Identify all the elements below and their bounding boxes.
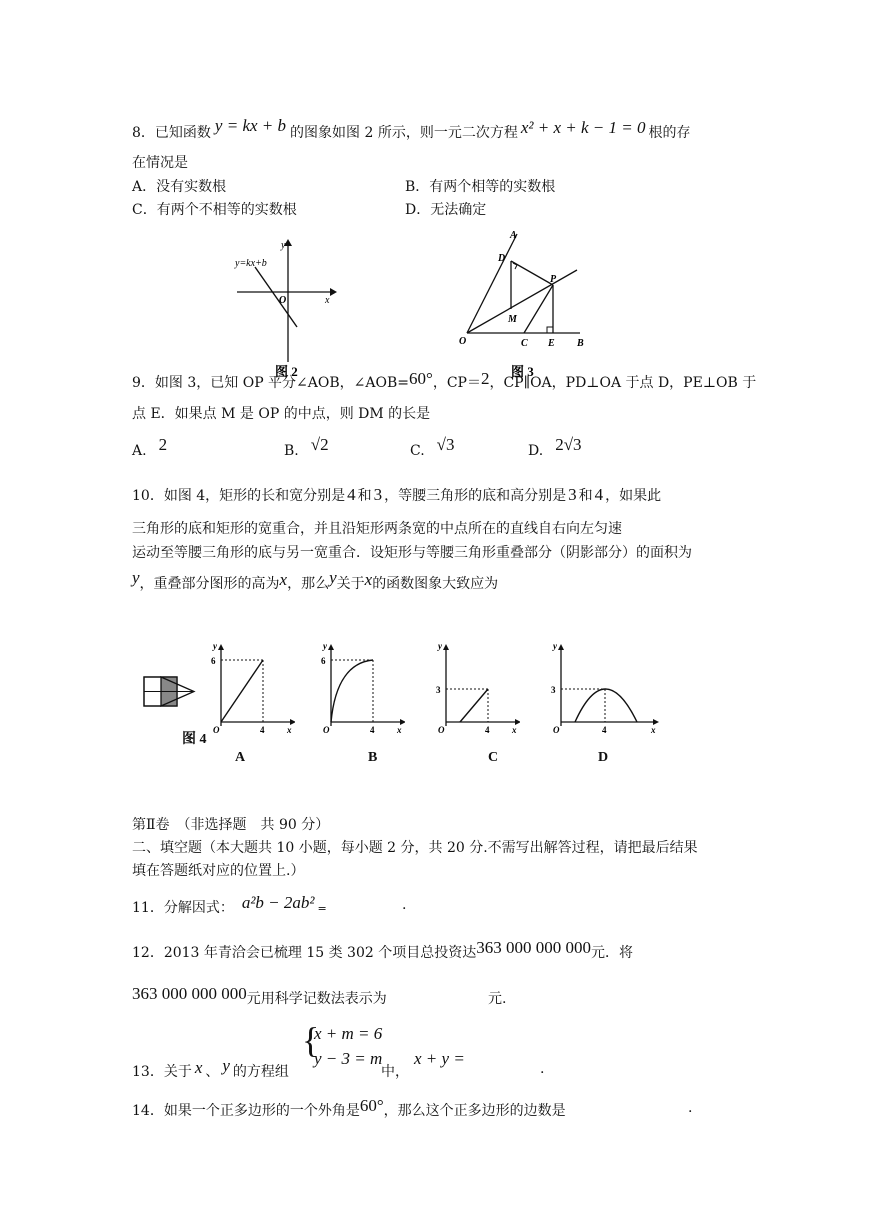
q14-text-a: 14．如果一个正多边形的一个外角是	[132, 1103, 360, 1119]
q9-option-d	[528, 435, 582, 460]
q9-cp-value: 2	[480, 369, 490, 388]
q10-number-4b: 4	[594, 485, 604, 504]
q13-text-line	[132, 1056, 289, 1081]
q10-number-3: 3	[373, 485, 383, 504]
q10-var-x2: x	[364, 570, 373, 589]
q10-text-4c: 关于	[336, 576, 365, 592]
fig2-origin-label: O	[279, 295, 287, 306]
fig3-label-c: C	[521, 338, 528, 349]
fig4-a-xtick: 4	[260, 725, 265, 735]
fig2-y-label: y	[281, 240, 286, 251]
fig4-c-label: C	[488, 750, 499, 765]
fig4-graph-b	[315, 640, 405, 735]
q11-expression: a²b − 2ab²	[241, 893, 315, 912]
q10-var-x1: x	[279, 570, 288, 589]
fig2-caption: 图 2	[275, 364, 298, 379]
figure-2	[225, 232, 345, 382]
fig4-b-xtick: 4	[370, 725, 375, 735]
q10-line1	[132, 485, 661, 505]
q12-text-b: 元．将	[590, 945, 633, 961]
q14-end: .	[688, 1100, 693, 1116]
fig4-graph-a	[205, 640, 295, 735]
q13-var-x: x	[194, 1058, 203, 1077]
q9-text-a: 9．如图 3，已知 OP 平分∠AOB，∠AOB=	[132, 375, 410, 391]
fig3-label-m: M	[508, 314, 517, 325]
fig4-d-label: D	[598, 750, 609, 765]
fig4-a-y-label: y	[213, 641, 217, 651]
fig4-c-y-label: y	[438, 641, 442, 651]
q14-line	[132, 1096, 566, 1120]
q13-expression: x + y =	[414, 1049, 465, 1068]
q10-text-c: ，等腰三角形的底和高分别是	[384, 488, 567, 504]
fig4-a-label: A	[235, 750, 246, 765]
q10-text-d: 和	[578, 488, 593, 504]
figure-3	[455, 226, 590, 380]
q10-var-y2: y	[329, 568, 337, 587]
q13-text-b: 的方程组	[232, 1064, 289, 1080]
q9-option-a-value: 2	[158, 435, 168, 454]
fig4-graph-d	[545, 640, 663, 735]
fig3-label-a: A	[510, 230, 517, 241]
q12-line2	[132, 984, 387, 1008]
q9-option-b	[284, 435, 329, 460]
fig4-graph-c	[430, 640, 520, 735]
fig3-label-b: B	[577, 338, 584, 349]
fig4-a-x-label: x	[287, 725, 292, 735]
q9-option-c-label: C.	[410, 443, 425, 459]
q8-text-a: 8．已知函数	[132, 125, 211, 141]
fig4-a-ytick: 6	[211, 656, 216, 666]
q12-text-c: 元用科学记数法表示为	[246, 991, 387, 1007]
fig3-label-d: D	[498, 253, 506, 264]
fig2-line-label: y=kx+b	[235, 258, 267, 269]
fig4-d-xtick: 4	[602, 725, 607, 735]
q9-option-b-value: √2	[310, 435, 329, 454]
fig4-b-origin: O	[323, 725, 330, 735]
fig4-caption: 图 4	[182, 732, 207, 747]
section2-instructions-1: 二、填空题（本大题共 10 小题，每小题 2 分，共 20 分.不需写出解答过程，请把最后结果	[132, 840, 698, 856]
q13-system-eq1: x + m = 6	[314, 1024, 383, 1043]
q12-amount-2: 363 000 000 000	[132, 984, 247, 1003]
fig4-b-ytick: 6	[321, 656, 326, 666]
q8-option-a: A．没有实数根	[132, 179, 227, 195]
fig4-a-origin: O	[213, 725, 220, 735]
q9-option-c-value: √3	[436, 435, 455, 454]
fig3-label-p: P	[550, 274, 557, 285]
q9-text-c: ，CP∥OA，PD⊥OA 于点 D，PE⊥OB 于	[489, 375, 757, 391]
q13-brace: {	[302, 1020, 320, 1060]
fig4-d-x-label: x	[651, 725, 656, 735]
q12-text-a: 12．2013 年青洽会已梳理 15 类 302 个项目总投资达	[132, 945, 477, 961]
section2-instructions-2: 填在答题纸对应的位置上.）	[132, 863, 305, 879]
fig4-d-ytick: 3	[551, 685, 556, 695]
q11-end: .	[402, 897, 407, 913]
q12-line1	[132, 938, 633, 962]
q11-line	[132, 893, 327, 917]
q9-line2: 点 E．如果点 M 是 OP 的中点，则 DM 的长是	[132, 406, 431, 422]
q8-option-b: B．有两个相等的实数根	[405, 179, 556, 195]
q9-option-d-label: D.	[528, 443, 544, 459]
q8-text-c: 根的存	[648, 125, 691, 141]
fig4-b-y-label: y	[323, 641, 327, 651]
q10-line2: 三角形的底和矩形的宽重合，并且沿矩形两条宽的中点所在的直线自右向左匀速	[132, 521, 622, 537]
q10-line3: 运动至等腰三角形的底与另一宽重合．设矩形与等腰三角形重叠部分（阴影部分）的面积为	[132, 545, 692, 561]
q9-option-a	[132, 435, 168, 460]
q8-option-d: D．无法确定	[405, 202, 487, 218]
q10-line4	[132, 568, 499, 593]
q10-text-4a: ，重叠部分图形的高为	[139, 576, 280, 592]
fig4-b-x-label: x	[397, 725, 402, 735]
q9-text-b: ，CP＝	[432, 375, 481, 391]
fig4-c-ytick: 3	[436, 685, 441, 695]
q13-end: .	[540, 1061, 545, 1077]
q13-system-eq2: y − 3 = m	[314, 1049, 383, 1068]
q10-text-b: 和	[357, 488, 372, 504]
q14-text-b: ，那么这个正多边形的边数是	[383, 1103, 566, 1119]
fig4-d-y-label: y	[553, 641, 557, 651]
q9-option-b-label: B.	[284, 443, 299, 459]
q9-angle: 60°	[409, 369, 433, 388]
q12-amount: 363 000 000 000	[476, 938, 591, 957]
q8-line1	[132, 116, 691, 142]
fig3-label-e: E	[548, 338, 555, 349]
q8-equation: x² + x + k − 1 = 0	[520, 118, 646, 137]
q10-number-4: 4	[347, 485, 356, 504]
fig4-c-xtick: 4	[485, 725, 490, 735]
q13-text-a: 13．关于	[132, 1064, 192, 1080]
fig4-d-origin: O	[553, 725, 560, 735]
q13-var-y: y	[222, 1056, 230, 1075]
q9-option-d-value: 2√3	[555, 435, 582, 454]
q8-option-c: C．有两个不相等的实数根	[132, 202, 297, 218]
figure-4-shapes	[140, 672, 200, 712]
q13-text-c: 中，	[381, 1064, 409, 1080]
q10-text-4b: ，那么	[287, 576, 330, 592]
q9-option-c	[410, 435, 455, 460]
q10-number-3b: 3	[568, 485, 577, 504]
q13-separator: 、	[205, 1064, 220, 1080]
fig2-x-label: x	[325, 295, 330, 306]
q8-function: y = kx + b	[214, 116, 287, 135]
q10-text-e: ，如果此	[605, 488, 662, 504]
fig4-c-origin: O	[438, 725, 445, 735]
q14-angle: 60°	[359, 1096, 384, 1115]
q10-text-4d: 的函数图象大致应为	[372, 576, 499, 592]
q11-equals: =	[317, 902, 327, 915]
fig4-b-label: B	[368, 750, 378, 765]
fig3-label-o: O	[459, 336, 467, 347]
q12-unit: 元.	[488, 991, 507, 1007]
q9-option-a-label: A.	[132, 443, 147, 459]
q11-text: 11．分解因式：	[132, 900, 234, 916]
q10-text-a: 10．如图 4，矩形的长和宽分别是	[132, 488, 346, 504]
fig4-c-x-label: x	[512, 725, 517, 735]
section2-title: 第Ⅱ卷 （非选择题 共 90 分）	[132, 817, 330, 833]
q8-line2: 在情况是	[132, 155, 188, 171]
q8-text-b: 的图象如图 2 所示，则一元二次方程	[290, 125, 518, 141]
q10-var-y1: y	[132, 568, 140, 587]
fig3-caption: 图 3	[511, 364, 534, 379]
